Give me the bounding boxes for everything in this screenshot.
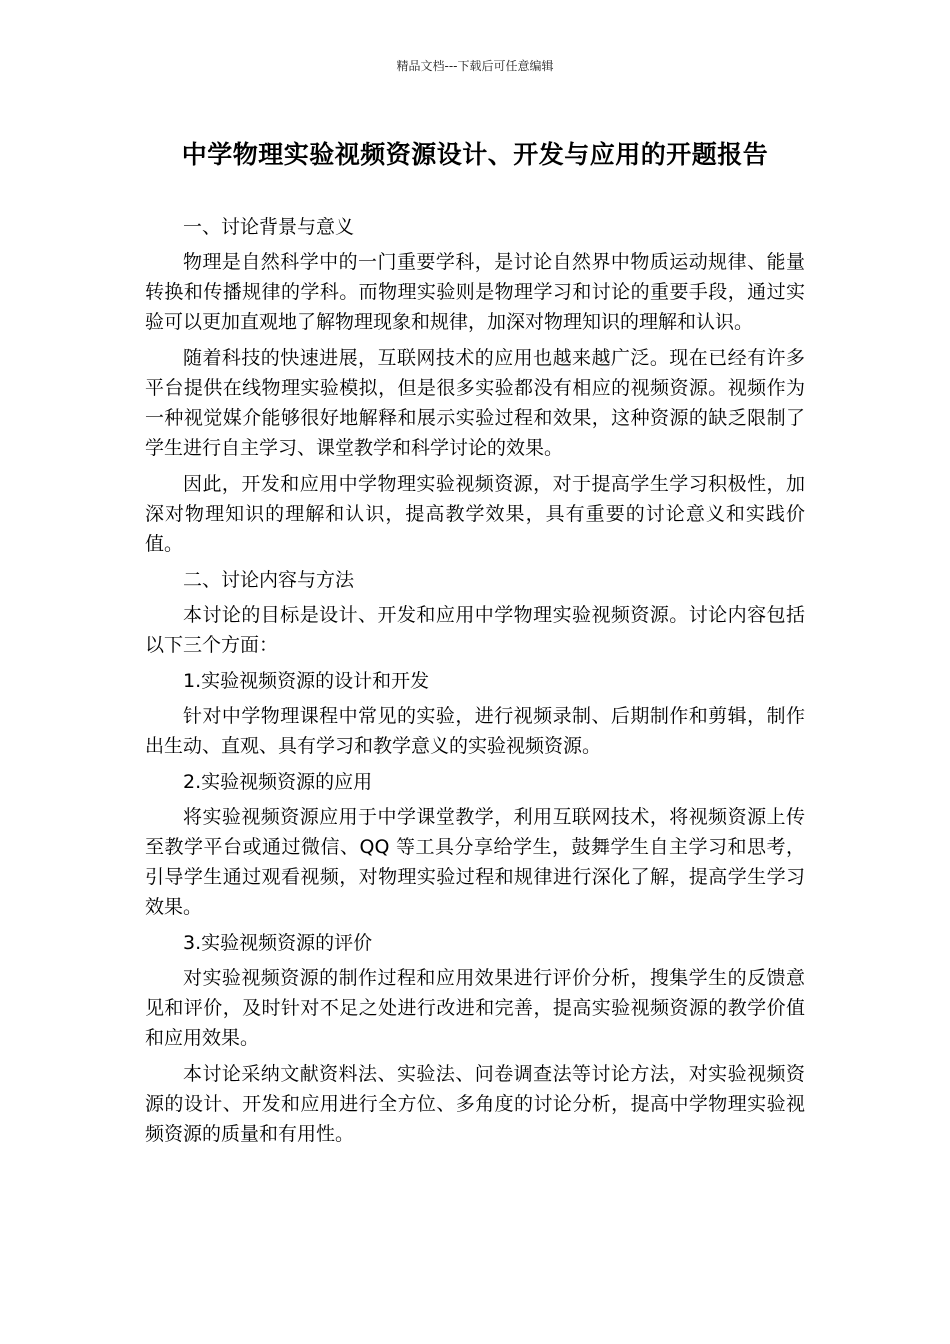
paragraph-evaluation: 对实验视频资源的制作过程和应用效果进行评价分析，搜集学生的反馈意见和评价，及时针对不足之处进行改进和完善，提高实验视频资源的教学价值和应用效果。 xyxy=(145,967,805,1049)
subheading-application: 2.实验视频资源的应用 xyxy=(183,771,373,793)
document-title: 中学物理实验视频资源设计、开发与应用的开题报告 xyxy=(181,140,769,169)
paragraph-research-goal: 本讨论的目标是设计、开发和应用中学物理实验视频资源。讨论内容包括以下三个方面： xyxy=(145,604,805,656)
section-heading-background: 一、讨论背景与意义 xyxy=(183,216,355,238)
page-header-note: 精品文档---下载后可任意编辑 xyxy=(396,59,554,73)
document-body xyxy=(145,212,805,1155)
paragraph-internet-development: 随着科技的快速进展，互联网技术的应用也越来越广泛。现在已经有许多平台提供在线物理实验模拟，但是很多实验都没有相应的视频资源。视频作为一种视觉媒介能够很好地解释和展示实验过程和效果，这种资源的缺乏限制了学生进行自主学习、课堂教学和科学讨论的效果。 xyxy=(145,347,805,459)
section-heading-content-methods: 二、讨论内容与方法 xyxy=(183,569,355,591)
paragraph-research-methods: 本讨论采纳文献资料法、实验法、问卷调查法等讨论方法，对实验视频资源的设计、开发和应用进行全方位、多角度的讨论分析，提高中学物理实验视频资源的质量和有用性。 xyxy=(145,1063,805,1145)
paragraph-design-development: 针对中学物理课程中常见的实验，进行视频录制、后期制作和剪辑，制作出生动、直观、具有学习和教学意义的实验视频资源。 xyxy=(145,705,805,757)
subheading-evaluation: 3.实验视频资源的评价 xyxy=(183,932,373,954)
paragraph-physics-importance: 物理是自然科学中的一门重要学科，是讨论自然界中物质运动规律、能量转换和传播规律的学科。而物理实验则是物理学习和讨论的重要手段，通过实验可以更加直观地了解物理现象和规律，加深对物理知识的理解和认识。 xyxy=(145,251,805,333)
paragraph-application: 将实验视频资源应用于中学课堂教学，利用互联网技术，将视频资源上传至教学平台或通过微信、QQ 等工具分享给学生，鼓舞学生自主学习和思考，引导学生通过观看视频，对物理实验过程和规律进行深化了解，提高学生学习效果。 xyxy=(145,806,805,918)
paragraph-significance: 因此，开发和应用中学物理实验视频资源，对于提高学生学习积极性，加深对物理知识的理解和认识，提高教学效果，具有重要的讨论意义和实践价值。 xyxy=(145,473,805,555)
subheading-design-development: 1.实验视频资源的设计和开发 xyxy=(183,670,430,692)
